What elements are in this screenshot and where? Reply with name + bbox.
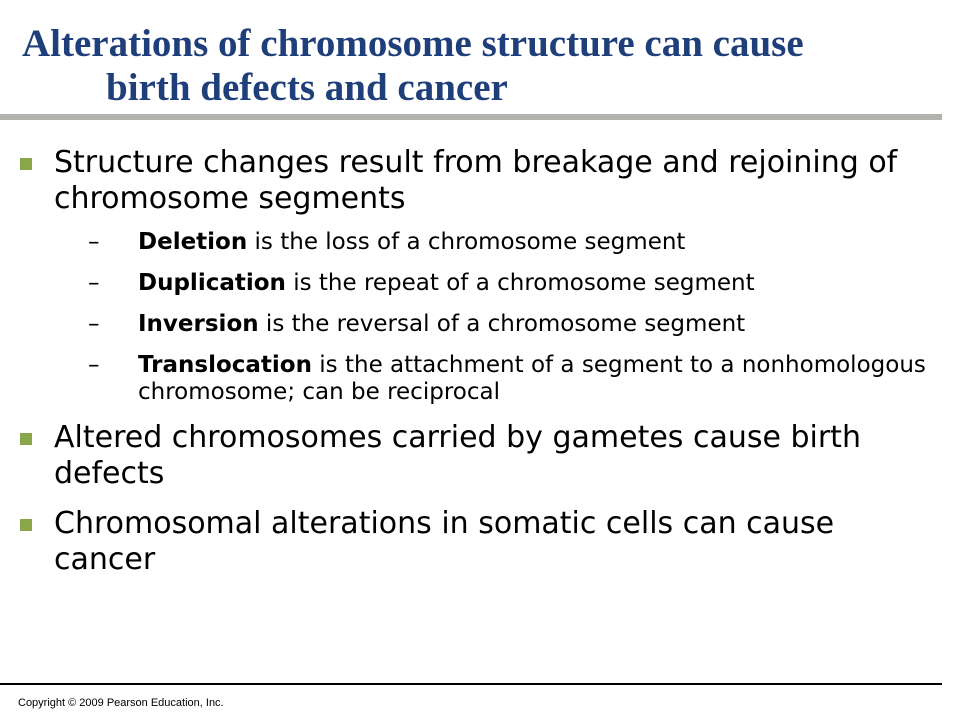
footer-divider (0, 683, 942, 685)
bullet-text: Altered chromosomes carried by gametes cause birth defects (54, 420, 861, 491)
sub-bullet-text: is the attachment of a segment to a nonhomologous chromosome; can be reciprocal (138, 352, 926, 405)
title-divider (0, 114, 942, 120)
sub-bullet-item (18, 229, 928, 256)
slide-title-line-2: birth defects and cancer (106, 66, 508, 109)
square-bullet-icon (20, 519, 32, 531)
term-translocation: Translocation (138, 352, 312, 378)
term-duplication: Duplication (138, 270, 286, 296)
square-bullet-icon (20, 433, 32, 445)
dash-bullet-icon: – (88, 311, 100, 337)
sub-bullet-list (18, 229, 928, 406)
bullet-item (18, 420, 928, 492)
bullet-item (18, 145, 928, 217)
term-deletion: Deletion (138, 229, 248, 255)
bullet-text: Chromosomal alterations in somatic cells can cause cancer (54, 506, 835, 577)
sub-bullet-item (18, 270, 928, 297)
bullet-item (18, 506, 928, 578)
slide-body (18, 145, 928, 578)
dash-bullet-icon: – (88, 352, 100, 378)
sub-bullet-item (18, 352, 928, 406)
slide-title-line-1: Alterations of chromosome structure can cause (22, 22, 804, 65)
sub-bullet-text: is the reversal of a chromosome segment (258, 311, 746, 337)
copyright-notice: Copyright © 2009 Pearson Education, Inc. (18, 697, 224, 709)
term-inversion: Inversion (138, 311, 259, 337)
sub-bullet-item (18, 311, 928, 338)
bullet-text: Structure changes result from breakage and rejoining of chromosome segments (54, 145, 898, 216)
square-bullet-icon (20, 158, 32, 170)
sub-bullet-text: is the loss of a chromosome segment (247, 229, 686, 255)
dash-bullet-icon: – (88, 229, 100, 255)
dash-bullet-icon: – (88, 270, 100, 296)
sub-bullet-text: is the repeat of a chromosome segment (285, 270, 755, 296)
slide-title (22, 22, 942, 110)
